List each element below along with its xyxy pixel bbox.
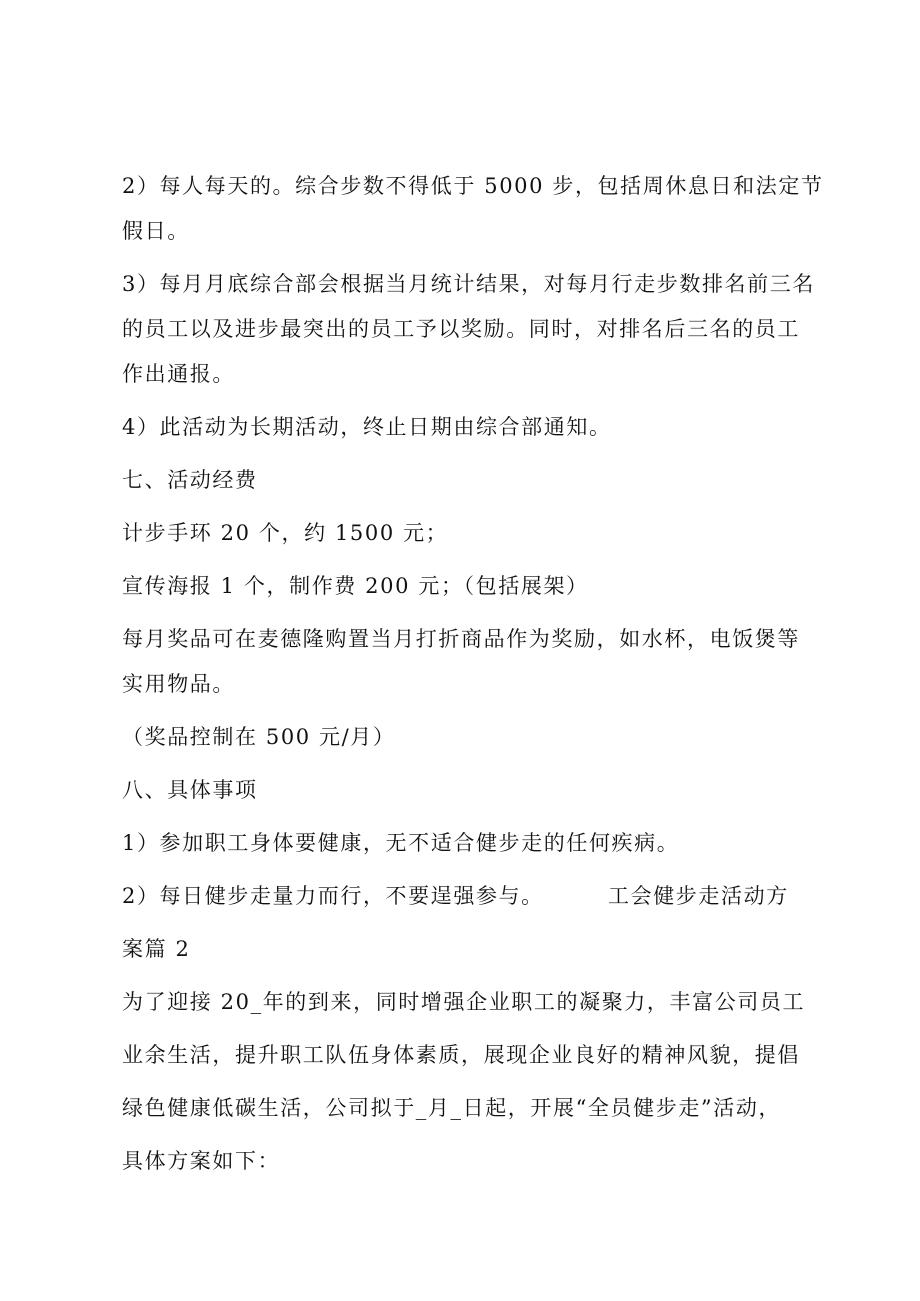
intro-line-2: 业余生活，提升职工队伍身体素质，展现企业良好的精神风貌，提倡 — [122, 1043, 800, 1067]
section-8-heading: 八、具体事项 — [122, 778, 258, 802]
matter-item-1: 1）参加职工身体要健康，无不适合健步走的任何疾病。 — [122, 831, 680, 855]
intro-line-1: 为了迎接 20_年的到来，同时增强企业职工的凝聚力，丰富公司员工 — [122, 990, 806, 1014]
cost-item-2: 宣传海报 1 个，制作费 200 元；（包括展架） — [122, 574, 589, 598]
next-section-title-part-2: 案篇 2 — [122, 937, 191, 961]
cost-item-3-line-2: 实用物品。 — [122, 672, 235, 696]
item-2-line-1: 2）每人每天的。综合步数不得低于 5000 步，包括周休息日和法定节 — [122, 174, 824, 198]
intro-line-3: 绿色健康低碳生活，公司拟于_月_日起，开展“全员健步走”活动， — [122, 1096, 782, 1120]
item-3-line-3: 作出通报。 — [122, 362, 235, 386]
item-2-line-2: 假日。 — [122, 219, 190, 243]
section-7-heading: 七、活动经费 — [122, 468, 258, 492]
cost-item-3-line-1: 每月奖品可在麦德隆购置当月打折商品作为奖励，如水杯，电饭煲等 — [122, 627, 800, 651]
cost-item-1: 计步手环 20 个，约 1500 元； — [122, 521, 449, 545]
item-3-line-2: 的员工以及进步最突出的员工予以奖励。同时，对排名后三名的员工 — [122, 317, 800, 341]
item-3-line-1: 3）每月月底综合部会根据当月统计结果，对每月行走步数排名前三名 — [122, 272, 815, 296]
item-4: 4）此活动为长期活动，终止日期由综合部通知。 — [122, 415, 612, 439]
intro-line-4: 具体方案如下： — [122, 1149, 281, 1173]
matter-item-2-row — [122, 874, 822, 919]
cost-item-4: （奖品控制在 500 元/月） — [122, 725, 396, 749]
document-body — [122, 164, 822, 1184]
matter-item-2: 2）每日健步走量力而行，不要逞强参与。 — [122, 884, 544, 908]
next-section-title-part-1: 工会健步走活动方 — [608, 884, 789, 908]
